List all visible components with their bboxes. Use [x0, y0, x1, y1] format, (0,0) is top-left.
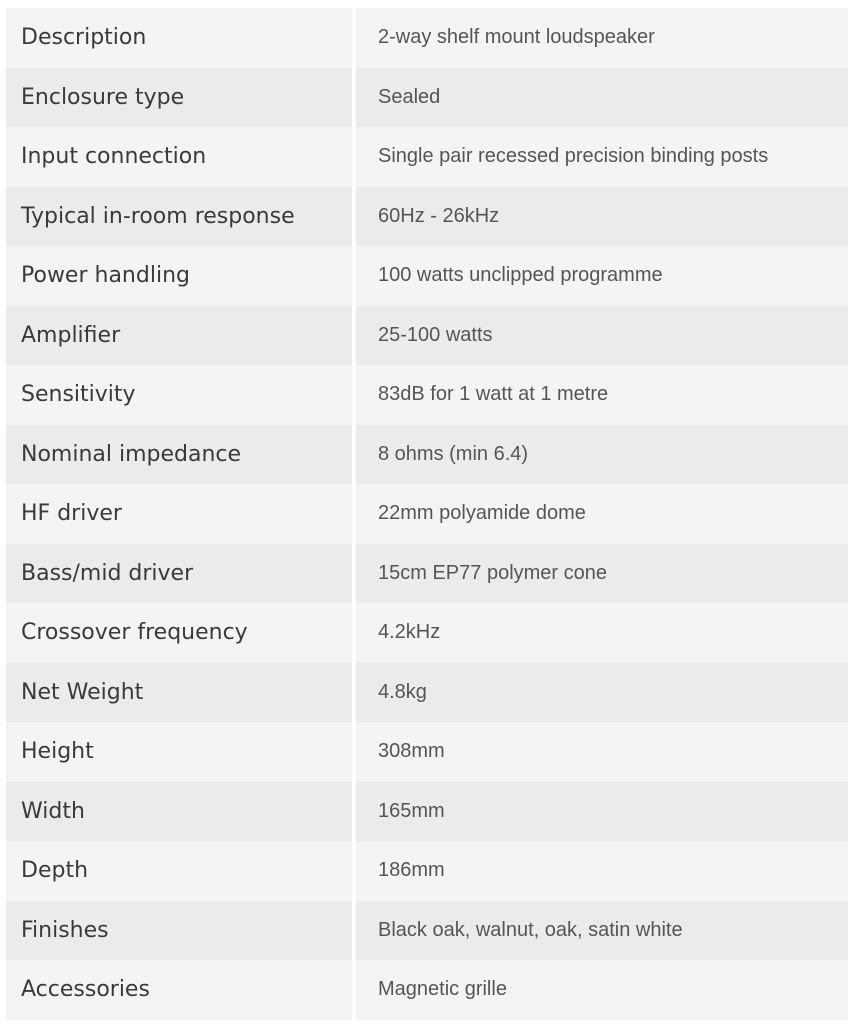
spec-row-hf-driver	[6, 484, 848, 544]
spec-label: HF driver	[6, 484, 356, 544]
spec-label: Finishes	[6, 901, 356, 961]
spec-row-crossover-frequency	[6, 603, 848, 663]
spec-label: Nominal impedance	[6, 425, 356, 485]
spec-row-depth	[6, 841, 848, 901]
spec-value: 4.8kg	[356, 663, 848, 723]
spec-label: Net Weight	[6, 663, 356, 723]
spec-label: Accessories	[6, 960, 356, 1020]
spec-label: Description	[6, 8, 356, 68]
spec-value: 83dB for 1 watt at 1 metre	[356, 365, 848, 425]
spec-label: Sensitivity	[6, 365, 356, 425]
spec-value: 25-100 watts	[356, 306, 848, 366]
spec-label: Width	[6, 782, 356, 842]
spec-value: 308mm	[356, 722, 848, 782]
spec-label: Typical in-room response	[6, 187, 356, 247]
spec-row-bass-mid-driver	[6, 544, 848, 604]
spec-value: 15cm EP77 polymer cone	[356, 544, 848, 604]
spec-row-input-connection	[6, 127, 848, 187]
spec-label: Bass/mid driver	[6, 544, 356, 604]
spec-row-sensitivity	[6, 365, 848, 425]
spec-row-amplifier	[6, 306, 848, 366]
spec-value: Black oak, walnut, oak, satin white	[356, 901, 848, 961]
spec-row-power-handling	[6, 246, 848, 306]
spec-value: 165mm	[356, 782, 848, 842]
spec-value: 8 ohms (min 6.4)	[356, 425, 848, 485]
spec-label: Power handling	[6, 246, 356, 306]
spec-label: Crossover frequency	[6, 603, 356, 663]
spec-table	[6, 8, 848, 1020]
spec-row-width	[6, 782, 848, 842]
spec-label: Depth	[6, 841, 356, 901]
spec-row-enclosure-type	[6, 68, 848, 128]
spec-label: Height	[6, 722, 356, 782]
spec-label: Input connection	[6, 127, 356, 187]
spec-label: Amplifier	[6, 306, 356, 366]
spec-label: Enclosure type	[6, 68, 356, 128]
spec-value: 22mm polyamide dome	[356, 484, 848, 544]
spec-row-net-weight	[6, 663, 848, 723]
spec-row-nominal-impedance	[6, 425, 848, 485]
spec-row-description	[6, 8, 848, 68]
spec-value: Magnetic grille	[356, 960, 848, 1020]
spec-value: Sealed	[356, 68, 848, 128]
spec-value: 2-way shelf mount loudspeaker	[356, 8, 848, 68]
spec-row-finishes	[6, 901, 848, 961]
spec-row-accessories	[6, 960, 848, 1020]
spec-value: 186mm	[356, 841, 848, 901]
spec-row-height	[6, 722, 848, 782]
spec-value: 60Hz - 26kHz	[356, 187, 848, 247]
spec-table-body	[6, 8, 848, 1020]
spec-row-in-room-response	[6, 187, 848, 247]
spec-value: 4.2kHz	[356, 603, 848, 663]
spec-value: Single pair recessed precision binding posts	[356, 127, 848, 187]
spec-value: 100 watts unclipped programme	[356, 246, 848, 306]
